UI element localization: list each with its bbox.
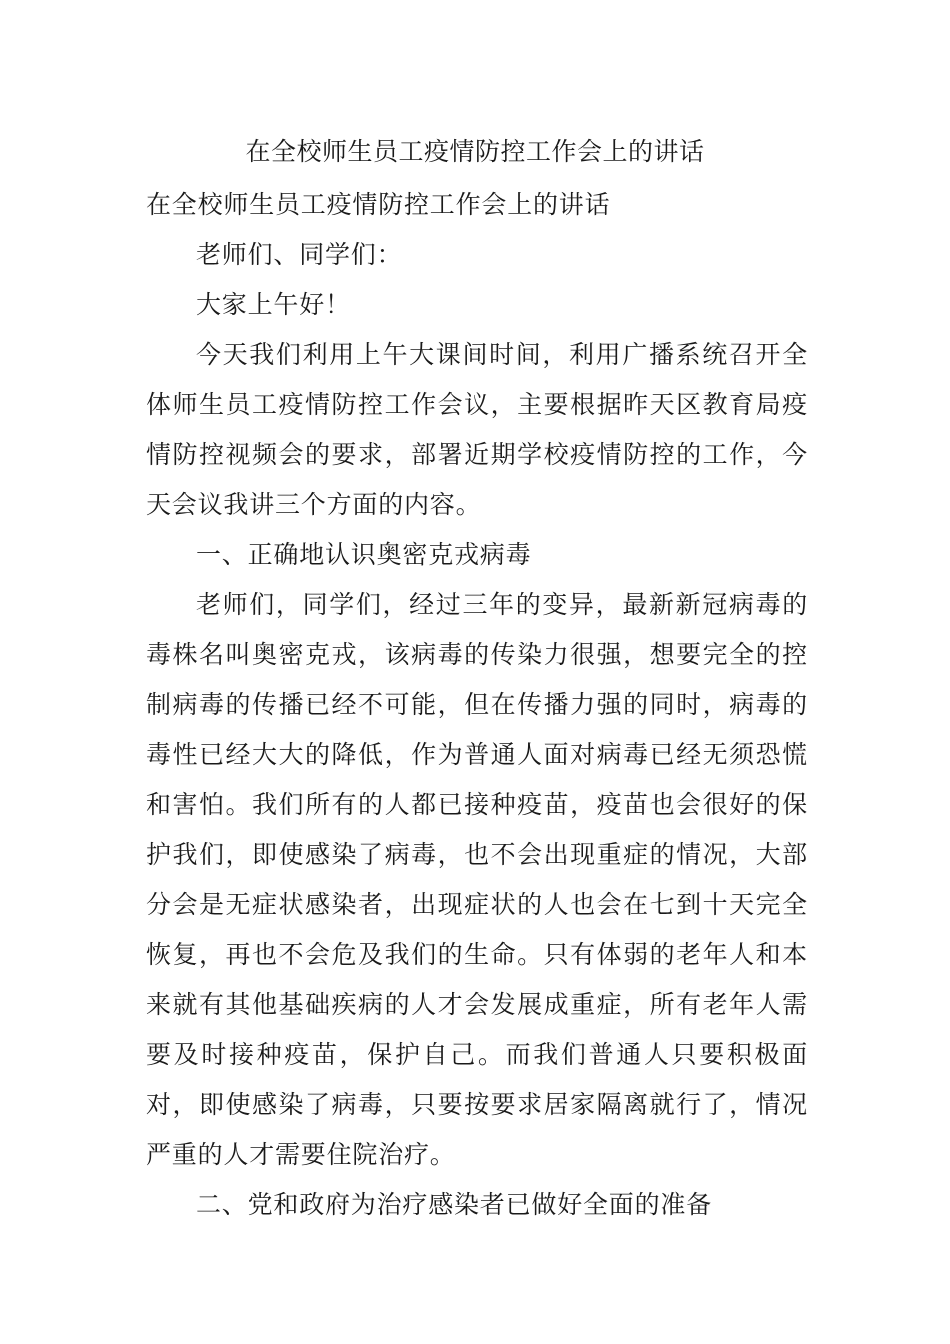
document-body	[146, 180, 808, 1230]
section-1-body: 老师们，同学们，经过三年的变异，最新新冠病毒的毒株名叫奥密克戎，该病毒的传染力很强，想要完全的控制病毒的传播已经不可能，但在传播力强的同时，病毒的毒性已经大大的降低，作为普通人面对病毒已经无须恐慌和害怕。我们所有的人都已接种疫苗，疫苗也会很好的保护我们，即使感染了病毒，也不会出现重症的情况，大部分会是无症状感染者，出现症状的人也会在七到十天完全恢复，再也不会危及我们的生命。只有体弱的老年人和本来就有其他基础疾病的人才会发展成重症，所有老年人需要及时接种疫苗，保护自己。而我们普通人只要积极面对，即使感染了病毒，只要按要求居家隔离就行了，情况严重的人才需要住院治疗。	[146, 590, 808, 1169]
document-title: 在全校师生员工疫情防控工作会上的讲话	[245, 137, 705, 166]
intro-paragraph: 今天我们利用上午大课间时间，利用广播系统召开全体师生员工疫情防控工作会议，主要根据昨天区教育局疫情防控视频会的要求，部署近期学校疫情防控的工作，今天会议我讲三个方面的内容。	[146, 340, 808, 519]
greeting: 大家上午好！	[196, 290, 351, 319]
salutation: 老师们、同学们：	[196, 240, 403, 269]
document-subtitle: 在全校师生员工疫情防控工作会上的讲话	[146, 190, 611, 219]
section-1-heading: 一、正确地认识奥密克戎病毒	[196, 540, 532, 569]
section-2-heading: 二、党和政府为治疗感染者已做好全面的准备	[196, 1190, 713, 1219]
